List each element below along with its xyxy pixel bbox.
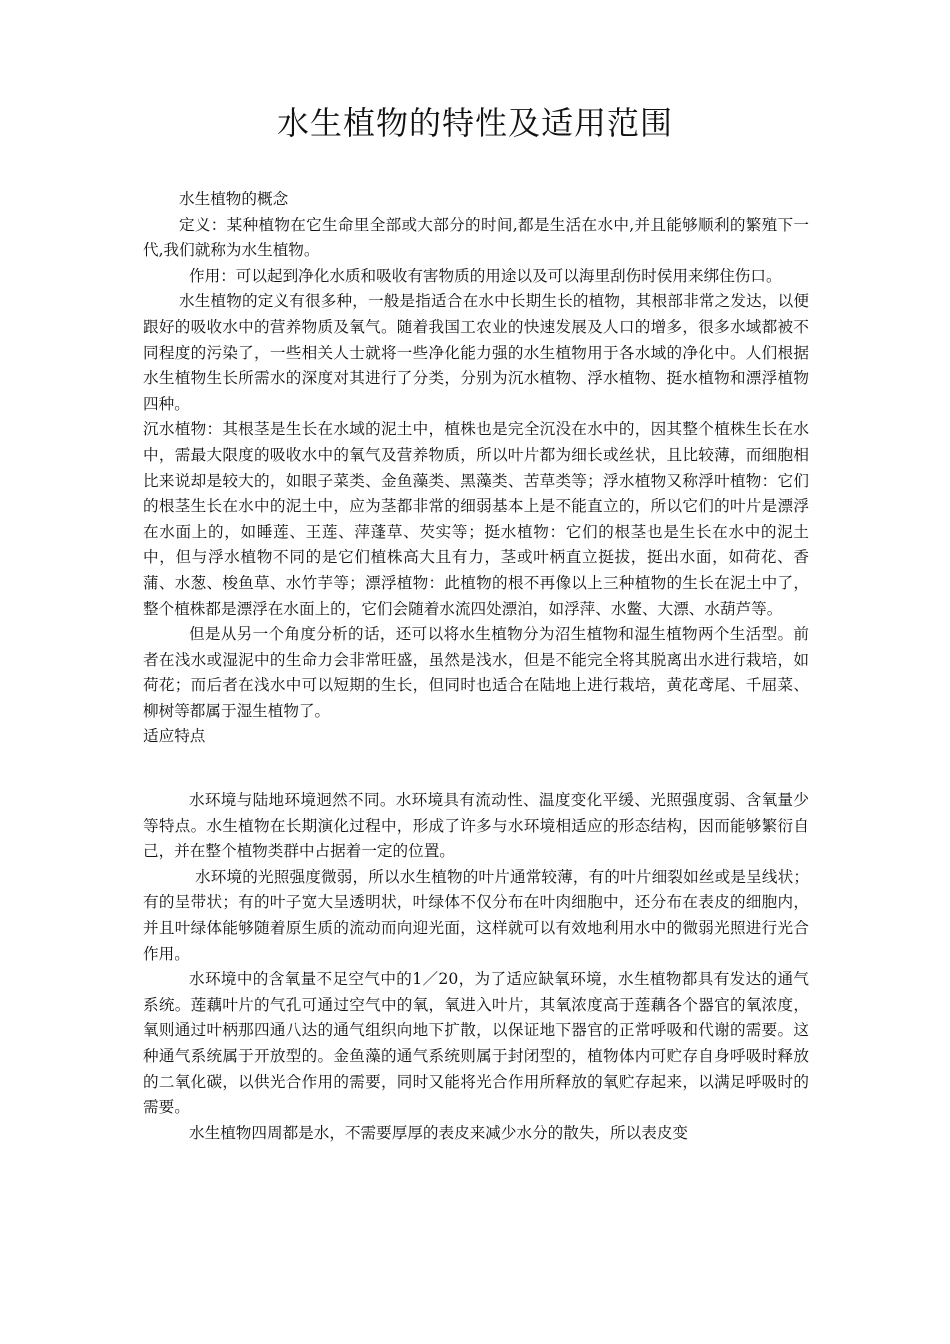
paragraph-definition: 定义：某种植物在它生命里全部或大部分的时间,都是生活在水中,并且能够顺利的繁殖下一代,我们就称为水生植物。 xyxy=(143,215,809,260)
paragraph-adaptation-heading: 适应特点 xyxy=(143,727,206,746)
document-body xyxy=(143,187,809,1146)
paragraph-function: 作用：可以起到净化水质和吸收有害物质的用途以及可以海里刮伤时侯用来绑住伤口。 xyxy=(189,266,782,285)
paragraph-life-forms: 但是从另一个角度分析的话，还可以将水生植物分为沼生植物和湿生植物两个生活型。前者在浅水或湿泥中的生命力会非常旺盛，虽然是浅水，但是不能完全将其脱离出水进行栽培，如荷花；而后者在浅水中可以短期的生长，但同时也适合在陆地上进行栽培，黄花鸢尾、千屈菜、柳树等都属于湿生植物了。 xyxy=(143,625,809,720)
paragraph-concept-heading: 水生植物的概念 xyxy=(179,190,289,208)
paragraph-epidermis: 水生植物四周都是水，不需要厚厚的表皮来减少水分的散失，所以表皮变 xyxy=(189,1123,689,1142)
paragraph-oxygen-adaptation: 水环境中的含氧量不足空气中的1／20，为了适应缺氧环境，水生植物都具有发达的通气系统。莲藕叶片的气孔可通过空气中的氧，氧进入叶片，其氧浓度高于莲藕各个器官的氧浓度，氧则通过叶柄那四通八达的通气组织向地下扩散，以保证地下器官的正常呼吸和代谢的需要。这种通气系统属于开放型的。金鱼藻的通气系统则属于封闭型的，植物体内可贮存自身呼吸时释放的二氧化碳，以供光合作用的需要，同时又能将光合作用所释放的氧贮存起来，以满足呼吸时的需要。 xyxy=(143,970,809,1117)
paragraph-water-environment: 水环境与陆地环境迥然不同。水环境具有流动性、温度变化平缓、光照强度弱、含氧量少等特点。水生植物在长期演化过程中，形成了许多与水环境相适应的形态结构，因而能够繁衍自己，并在整个植物类群中占据着一定的位置。 xyxy=(143,791,809,861)
paragraph-plant-types: 沉水植物：其根茎是生长在水域的泥土中，植株也是完全沉没在水中的，因其整个植株生长在水中，需最大限度的吸收水中的氧气及营养物质，所以叶片都为细长或丝状，且比较薄，而细胞相比来说却是较大的，如眼子菜类、金鱼藻类、黑藻类、苦草类等；浮水植物又称浮叶植物：它们的根茎生长在水中的泥土中，应为茎都非常的细弱基本上是不能直立的，所以它们的叶片是漂浮在水面上的，如睡莲、王莲、萍蓬草、芡实等；挺水植物：它们的根茎也是生长在水中的泥土中，但与浮水植物不同的是它们植株高大且有力，茎或叶柄直立挺拔，挺出水面，如荷花、香蒲、水葱、梭鱼草、水竹芋等；漂浮植物：此植物的根不再像以上三种植物的生长在泥土中了，整个植株都是漂浮在水面上的，它们会随着水流四处漂泊，如浮萍、水鳖、大漂、水葫芦等。 xyxy=(143,420,809,618)
blank-line xyxy=(143,750,809,788)
paragraph-overview: 水生植物的定义有很多种，一般是指适合在水中长期生长的植物，其根部非常之发达，以便跟好的吸收水中的营养物质及氧气。随着我国工农业的快速发展及人口的增多，很多水域都被不同程度的污染了，一些相关人士就将一些净化能力强的水生植物用于各水域的净化中。人们根据水生植物生长所需水的深度对其进行了分类，分别为沉水植物、浮水植物、挺水植物和漂浮植物四种。 xyxy=(143,292,809,413)
document-title: 水生植物的特性及适用范围 xyxy=(276,104,673,142)
paragraph-light-adaptation: 水环境的光照强度微弱，所以水生植物的叶片通常较薄，有的叶片细裂如丝或是呈线状；有的呈带状；有的叶子宽大呈透明状，叶绿体不仅分布在叶肉细胞中，还分布在表皮的细胞内，并且叶绿体能够随着原生质的流动而向迎光面，这样就可以有效地利用水中的微弱光照进行光合作用。 xyxy=(143,867,809,963)
